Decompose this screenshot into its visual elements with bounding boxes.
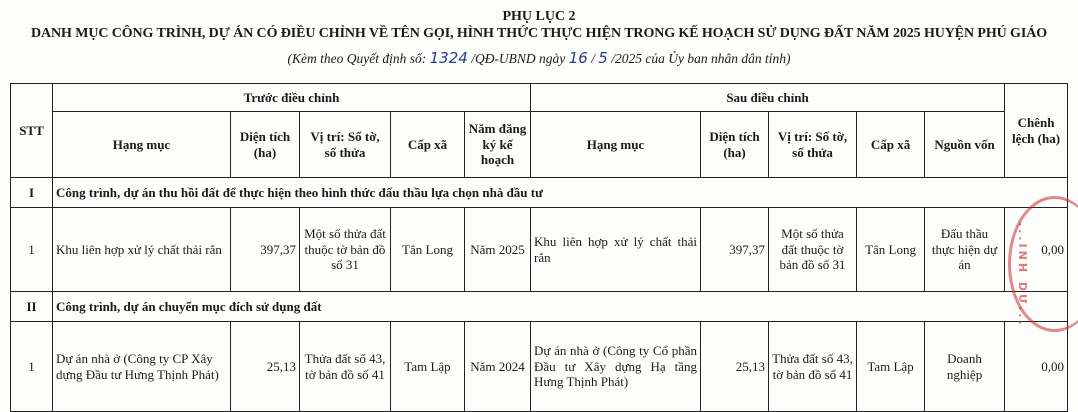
appendix-title: PHỤ LỤC 2 [502, 9, 576, 24]
decision-day: 16 [568, 49, 588, 67]
document-subtitle: DANH MỤC CÔNG TRÌNH, DỰ ÁN CÓ ĐIỀU CHỈNH VỀ TÊN GỌI, HÌNH THỨC THỰC HIỆN TRONG KẾ HOẠCH SỬ DỤNG ĐẤT NĂM 2025 HUYỆN PHÚ GIÁO [30, 26, 1047, 41]
after-source: Doanh nghiệp [925, 322, 1005, 412]
section-title: Công trình, dự án chuyển mục đích sử dụng đất [53, 292, 1068, 322]
before-col-commune: Cấp xã [391, 112, 465, 178]
date-separator: / [591, 51, 595, 66]
diff-header: Chênh lệch (ha) [1005, 84, 1068, 178]
diff-value: 0,00 [1005, 322, 1068, 412]
before-header: Trước điều chỉnh [53, 84, 531, 112]
decision-suffix: /2025 của Ủy ban nhân dân tỉnh) [611, 51, 791, 66]
section-row [11, 178, 1068, 208]
after-area: 25,13 [701, 322, 769, 412]
before-col-year: Năm đăng ký kế hoạch [465, 112, 531, 178]
after-col-commune: Cấp xã [857, 112, 925, 178]
section-row [11, 292, 1068, 322]
before-year: Năm 2024 [465, 322, 531, 412]
after-item: Dự án nhà ở (Công ty Cổ phần Đầu tư Xây dựng Hạ tầng Hưng Thịnh Phát) [531, 322, 701, 412]
after-source: Đấu thầu thực hiện dự án [925, 208, 1005, 292]
after-col-area: Diện tích (ha) [701, 112, 769, 178]
table-row [11, 322, 1068, 412]
before-item: Khu liên hợp xử lý chất thải rắn [53, 208, 231, 292]
section-title: Công trình, dự án thu hồi đất để thực hiện theo hình thức đấu thầu lựa chọn nhà đầu tư [53, 178, 1068, 208]
after-col-location: Vị trí: Số tờ, số thửa [769, 112, 857, 178]
table-row [11, 208, 1068, 292]
after-location: Một số thửa đất thuộc tờ bản đồ số 31 [769, 208, 857, 292]
decision-reference [0, 49, 1078, 67]
seal-text: ...INH DƯ... [1016, 222, 1029, 328]
before-col-location: Vị trí: Số tờ, số thửa [300, 112, 391, 178]
decision-number: 1324 [429, 49, 468, 67]
before-location: Một số thửa đất thuộc tờ bản đồ số 31 [300, 208, 391, 292]
before-col-item: Hạng mục [53, 112, 231, 178]
after-commune: Tam Lập [857, 322, 925, 412]
after-item: Khu liên hợp xử lý chất thải rắn [531, 208, 701, 292]
before-commune: Tân Long [391, 208, 465, 292]
section-number: I [11, 178, 53, 208]
after-location: Thửa đất số 43, tờ bản đồ số 41 [769, 322, 857, 412]
diff-value: 0,00 [1005, 208, 1068, 292]
after-commune: Tân Long [857, 208, 925, 292]
before-area: 397,37 [231, 208, 300, 292]
before-item: Dự án nhà ở (Công ty CP Xây dựng Đầu tư Hưng Thịnh Phát) [53, 322, 231, 412]
after-col-item: Hạng mục [531, 112, 701, 178]
section-number: II [11, 292, 53, 322]
row-stt: 1 [11, 322, 53, 412]
decision-mid: /QĐ-UBND ngày [471, 51, 566, 66]
after-area: 397,37 [701, 208, 769, 292]
after-col-source: Nguồn vốn [925, 112, 1005, 178]
stt-header: STT [11, 84, 53, 178]
land-use-table [10, 83, 1068, 412]
row-stt: 1 [11, 208, 53, 292]
before-commune: Tam Lập [391, 322, 465, 412]
before-col-area: Diện tích (ha) [231, 112, 300, 178]
decision-prefix: (Kèm theo Quyết định số: [287, 51, 427, 66]
after-header: Sau điều chỉnh [531, 84, 1005, 112]
decision-month: 5 [598, 49, 608, 67]
before-year: Năm 2025 [465, 208, 531, 292]
before-location: Thửa đất số 43, tờ bản đồ số 41 [300, 322, 391, 412]
before-area: 25,13 [231, 322, 300, 412]
